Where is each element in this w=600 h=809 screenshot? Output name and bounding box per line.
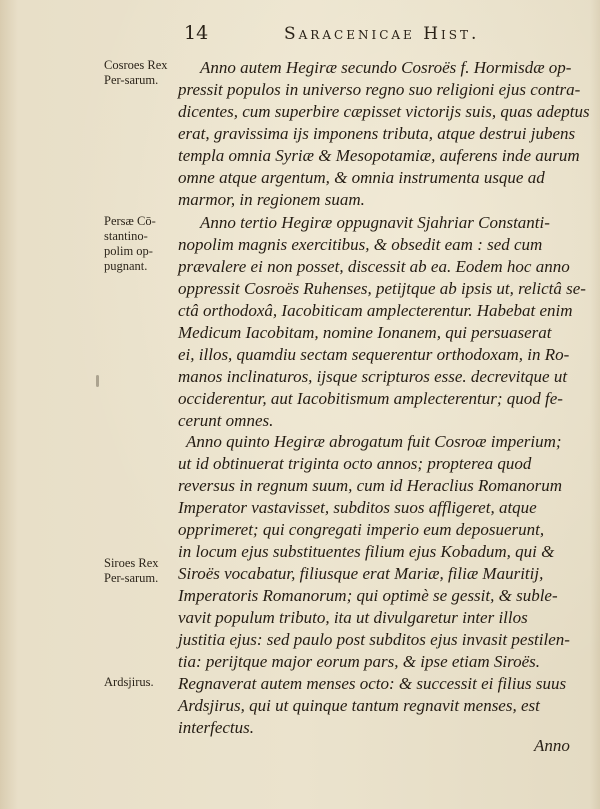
text-line: marmor, in regionem suam. xyxy=(178,190,365,209)
text-line: Anno tertio Hegiræ oppugnavit Sjahriar Constanti- xyxy=(200,213,550,232)
text-line: Anno quinto Hegiræ abrogatum fuit Cosroæ imperium; xyxy=(186,432,562,451)
sidenote-cosroes: Cosroes Rex Per-sarum. xyxy=(104,58,168,87)
text-line: dicentes, cum superbire cæpisset victorijs suis, quas adeptus xyxy=(178,102,590,121)
text-line: prævalere ei non posset, discessit ab ea. Eodem hoc anno xyxy=(178,257,570,276)
text-line: manos inclinaturos, ijsque scripturos esse. decrevitque ut xyxy=(178,367,568,386)
text-line: ctâ orthodoxâ, Iacobiticam amplecterentur. Habebat enim xyxy=(178,301,573,320)
text-line: Regnaverat autem menses octo: & successit ei filius suus xyxy=(178,674,567,693)
text-line: opprimeret; qui congregati imperio eum deposuerunt, xyxy=(178,520,545,539)
catchword: Anno xyxy=(534,736,570,755)
text-line: Ardsjirus, qui ut quinque tantum regnavit menses, est xyxy=(178,696,540,715)
text-line: reversus in regnum suum, cum id Heraclius Romanorum xyxy=(178,476,563,495)
text-line: templa omnia Syriæ & Mesopotamiæ, auferens inde aurum xyxy=(178,146,580,165)
text-line: interfectus. xyxy=(178,718,255,737)
text-line: Imperator vastavisset, subditos suos affligeret, atque xyxy=(178,498,537,517)
text-line: tia: perijtque major eorum pars, & ipse etiam Siroës. xyxy=(178,652,541,671)
sidenote-ardsjirus: Ardsjirus. xyxy=(104,675,154,689)
text-line: Medicum Iacobitam, nomine Ionanem, qui persuaserat xyxy=(178,323,552,342)
text-line: Imperatoris Romanorum; qui optimè se gessit, & suble- xyxy=(178,586,558,605)
text-line: Siroës vocabatur, filiusque erat Mariæ, filiæ Mauritij, xyxy=(178,564,544,583)
text-line: oppressit Cosroës Ruhenses, petijtque ab ipsis ut, relictâ se- xyxy=(178,279,586,298)
running-head xyxy=(184,22,484,46)
text-line: cerunt omnes. xyxy=(178,411,274,430)
sidenote-siroes: Siroes Rex Per-sarum. xyxy=(104,556,159,585)
running-title: Saracenicae Hist. xyxy=(284,24,480,44)
text-line: omne atque argentum, & omnia instrumenta usque ad xyxy=(178,168,545,187)
text-line: vavit populum tributo, ita ut divulgaretur inter illos xyxy=(178,608,528,627)
text-line: erat, gravissima ijs imponens tributa, atque destrui jubens xyxy=(178,124,576,143)
text-line: justitia ejus: sed paulo post subditos ejus invasit pestilen- xyxy=(178,630,570,649)
page-number: 14 xyxy=(184,22,209,44)
text-line: pressit populos in universo regno suo religioni ejus contra- xyxy=(178,80,581,99)
sidenote-persae: Persæ Cō-stantino-polim op-pugnant. xyxy=(104,214,156,273)
ink-mark xyxy=(96,375,99,387)
text-line: Anno autem Hegiræ secundo Cosroës f. Hormisdæ op- xyxy=(200,58,572,77)
text-line: in locum ejus substituentes filium ejus Kobadum, qui & xyxy=(178,542,555,561)
text-line: occiderentur, aut Iacobitismum amplecterentur; quod fe- xyxy=(178,389,563,408)
text-line: nopolim magnis exercitibus, & obsedit eam : sed cum xyxy=(178,235,543,254)
text-line: ei, illos, quamdiu sectam sequerentur orthodoxam, in Ro- xyxy=(178,345,570,364)
text-line: ut id obtinuerat triginta octo annos; propterea quod xyxy=(178,454,532,473)
